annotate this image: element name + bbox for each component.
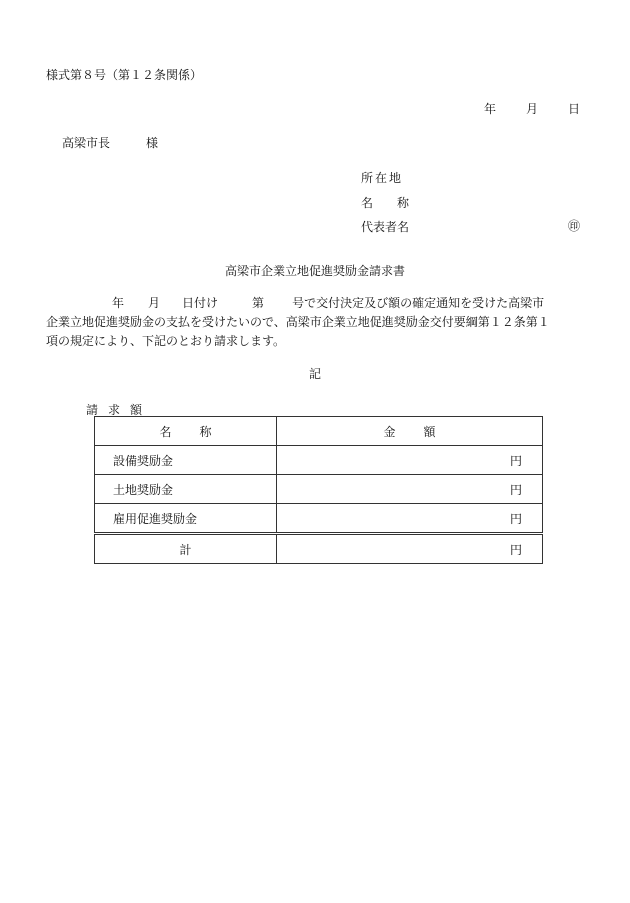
claim-table: [94, 416, 543, 564]
applicant-name-label: [361, 194, 409, 211]
body-day-dated: 日付け: [182, 296, 219, 310]
table-header-row: [95, 417, 543, 446]
table-row: [95, 504, 543, 534]
claim-amount-char-3: 額: [130, 403, 143, 417]
applicant-representative-label: 代表者名: [361, 220, 410, 234]
addressee-name: 高梁市長: [62, 136, 111, 150]
body-line-1: [46, 294, 586, 313]
header-name-part1: 名: [159, 424, 172, 439]
date-day: 日: [567, 102, 580, 116]
applicant-name-label-part2: 称: [397, 196, 410, 210]
body-dai: 第: [252, 296, 265, 310]
date-line: [484, 100, 580, 117]
header-name-part2: 称: [199, 424, 212, 439]
addressee-honorific: 様: [146, 136, 159, 150]
row-name: 土地奨励金: [95, 475, 277, 504]
seal-mark: ㊞: [568, 219, 581, 233]
body-line-3: 項の規定により、下記のとおり請求します。: [46, 334, 286, 348]
header-amount: [277, 417, 543, 446]
body-line1-rest: 号で交付決定及び額の確定通知を受けた高梁市: [292, 296, 545, 310]
header-amount-part1: 金: [383, 424, 396, 439]
document-title: 高梁市企業立地促進奨励金請求書: [224, 264, 405, 278]
addressee: [62, 134, 158, 151]
total-label: 計: [95, 534, 277, 564]
claim-amount-char-1: 請: [86, 403, 99, 417]
ki-marker: 記: [308, 367, 321, 381]
body-text: [46, 294, 586, 351]
table-row: [95, 446, 543, 475]
total-amount: 円: [277, 534, 543, 564]
table-total-row: [95, 534, 543, 564]
date-month: 月: [525, 102, 538, 116]
claim-amount-char-2: 求: [108, 403, 121, 417]
body-month: 月: [148, 296, 161, 310]
row-name: 設備奨励金: [95, 446, 277, 475]
body-year: 年: [112, 296, 125, 310]
header-name: [95, 417, 277, 446]
applicant-name-label-part1: 名: [361, 196, 374, 210]
table-row: [95, 475, 543, 504]
row-amount: 円: [277, 504, 543, 534]
row-name: 雇用促進奨励金: [95, 504, 277, 534]
body-line-2: 企業立地促進奨励金の支払を受けたいので、高梁市企業立地促進奨励金交付要綱第１２条第１: [46, 315, 550, 329]
row-amount: 円: [277, 446, 543, 475]
form-number: 様式第８号（第１２条関係）: [46, 68, 203, 82]
date-year: 年: [483, 102, 496, 116]
applicant-address-label: 所在地: [361, 171, 404, 185]
header-amount-part2: 額: [423, 424, 436, 439]
row-amount: 円: [277, 475, 543, 504]
